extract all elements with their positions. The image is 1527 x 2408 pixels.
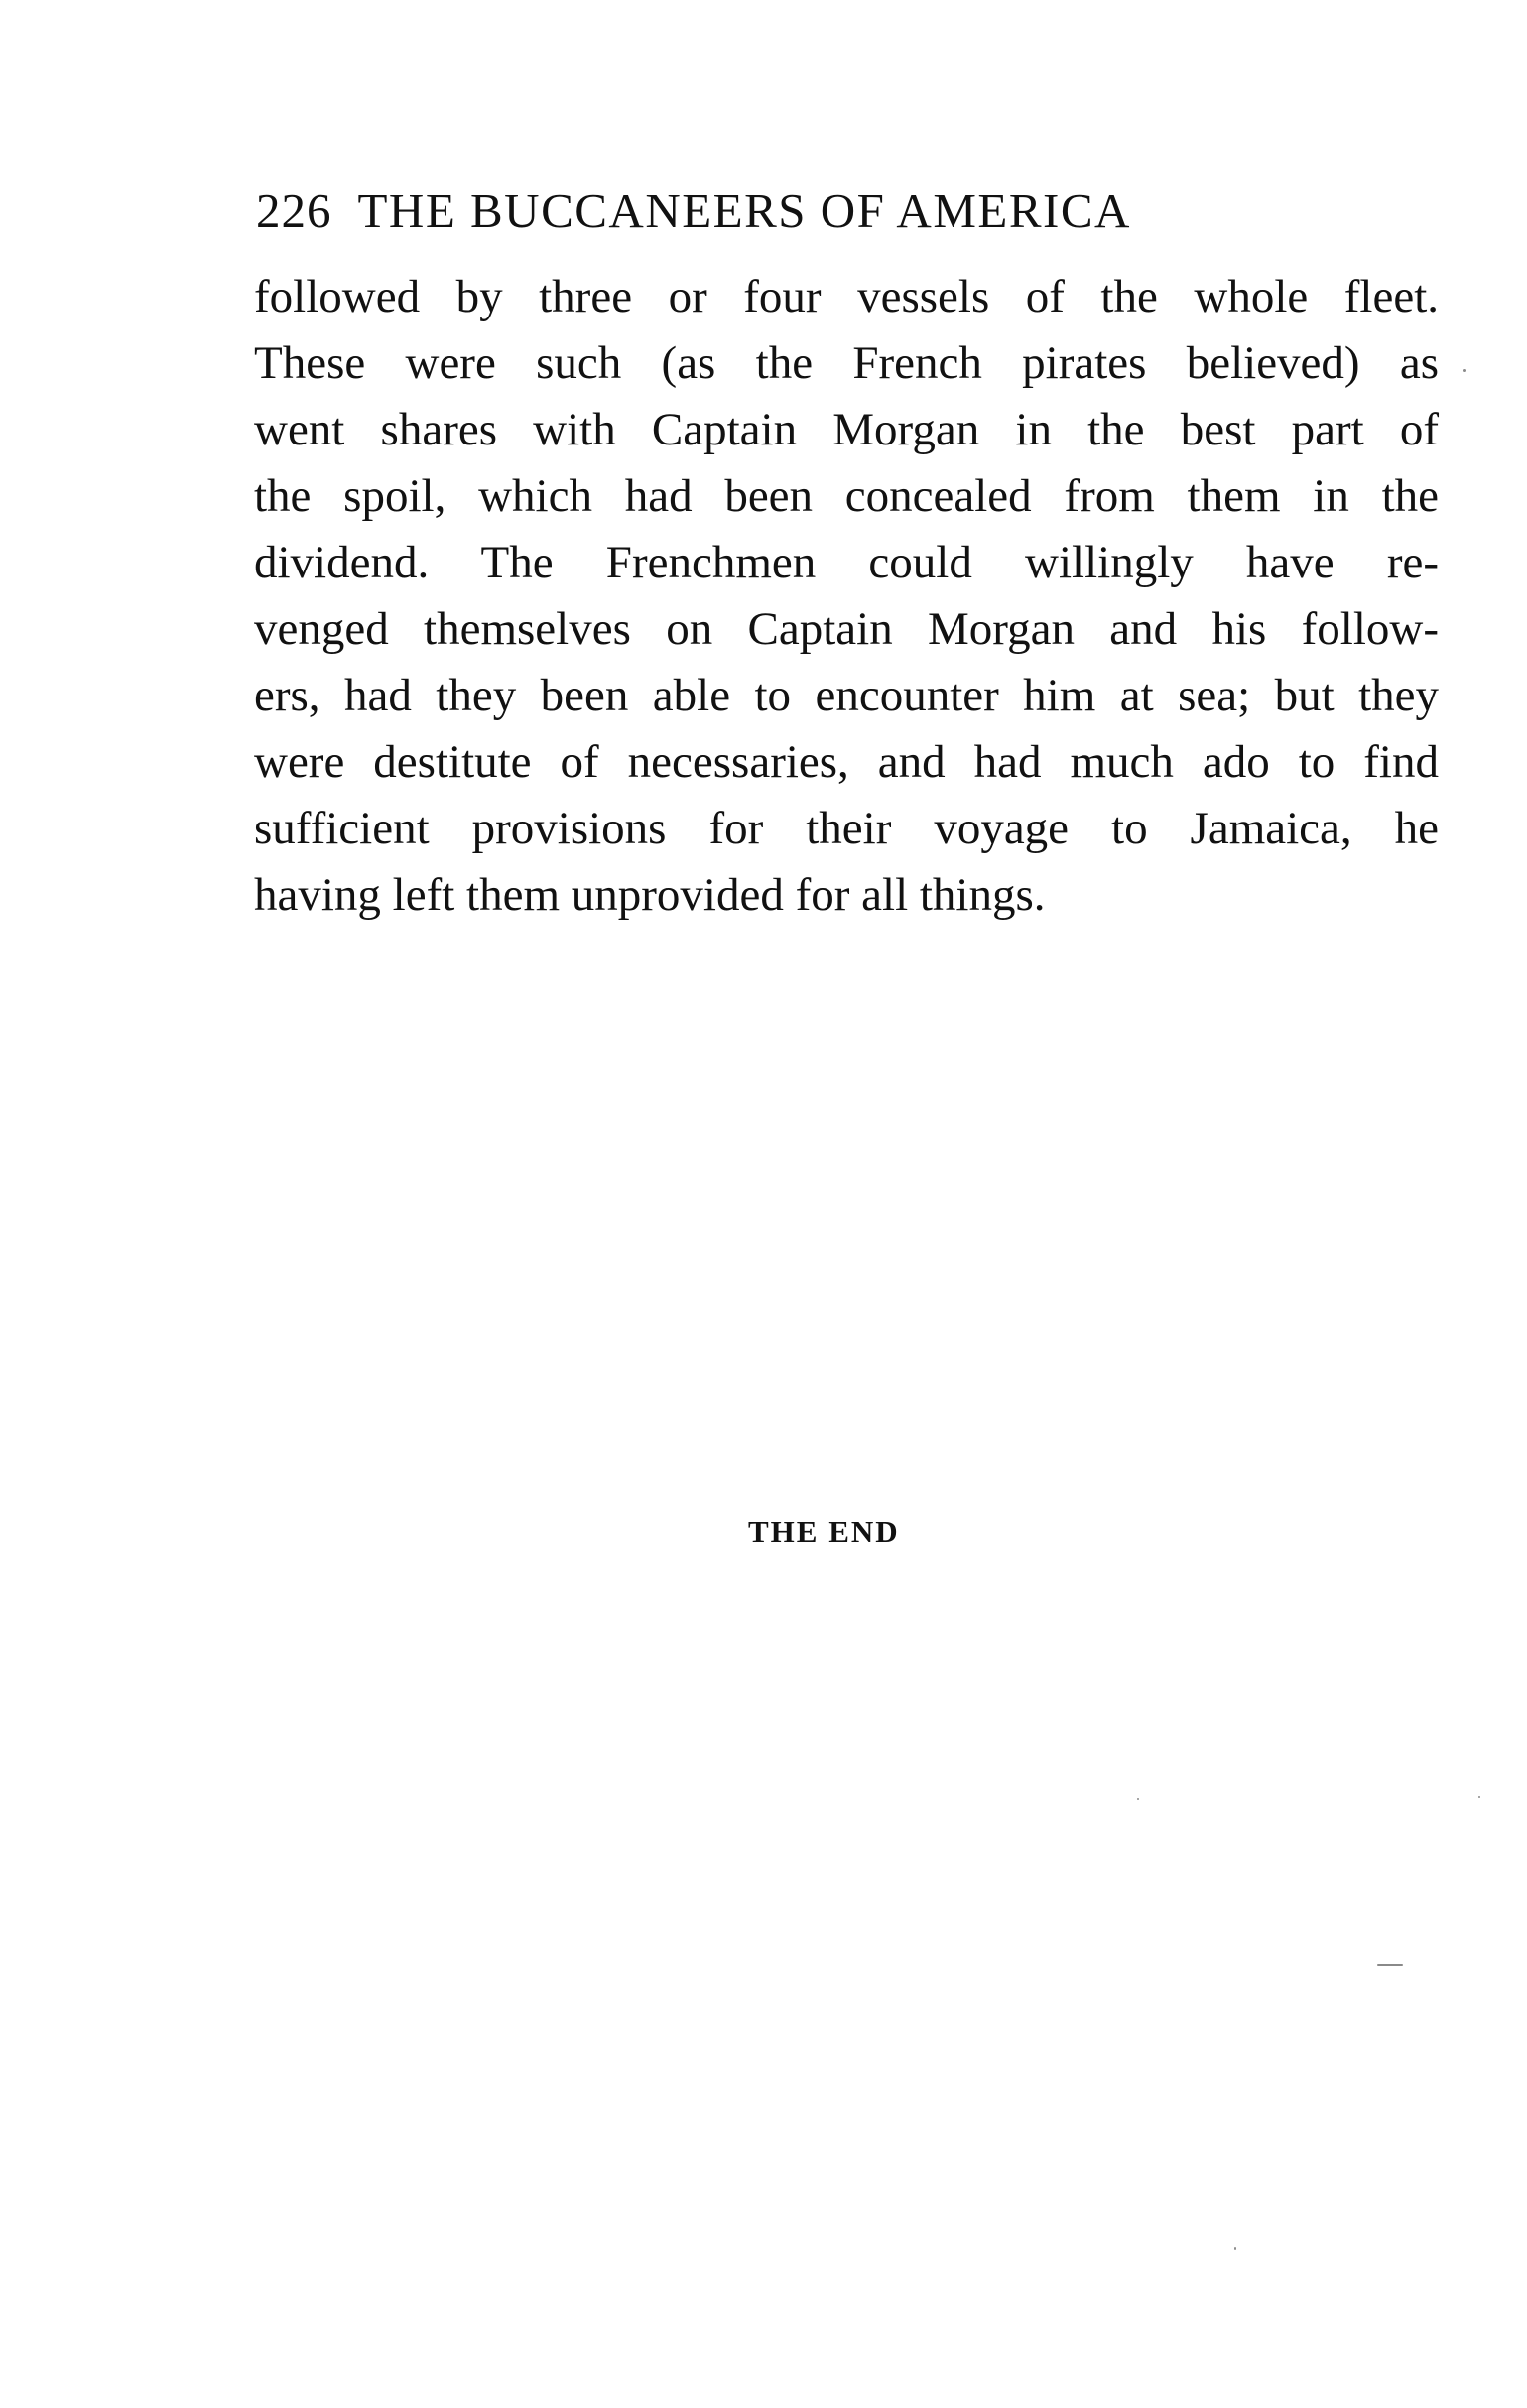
- scan-speck: [1377, 1964, 1403, 1966]
- text-line: were destitute of necessaries, and had much ado to find: [254, 736, 1439, 788]
- text-line: ers, had they been able to encounter him at sea; but they: [254, 670, 1439, 721]
- body-paragraph: [254, 264, 1439, 929]
- text-line: venged themselves on Captain Morgan and his follow-: [254, 603, 1439, 655]
- text-line: These were such (as the French pirates believed) as: [254, 337, 1439, 389]
- scan-speck: [1478, 1796, 1480, 1798]
- text-line: went shares with Captain Morgan in the best part of: [254, 404, 1439, 455]
- page-header: [256, 177, 1447, 246]
- scan-speck: [1234, 2247, 1236, 2250]
- text-line: dividend. The Frenchmen could willingly have re-: [254, 537, 1439, 588]
- running-title: THE BUCCANEERS OF AMERICA: [357, 184, 1131, 238]
- text-line: the spoil, which had been concealed from them in the: [254, 470, 1439, 522]
- text-line: sufficient provisions for their voyage to Jamaica, he: [254, 803, 1439, 854]
- page-number: 226: [256, 184, 332, 238]
- scan-speck: [1137, 1798, 1139, 1800]
- text-line: followed by three or four vessels of the whole fleet.: [254, 271, 1439, 322]
- text-line: having left them unprovided for all things.: [254, 869, 1046, 921]
- the-end-label: THE END: [748, 1514, 900, 1549]
- scan-speck: [1463, 369, 1466, 372]
